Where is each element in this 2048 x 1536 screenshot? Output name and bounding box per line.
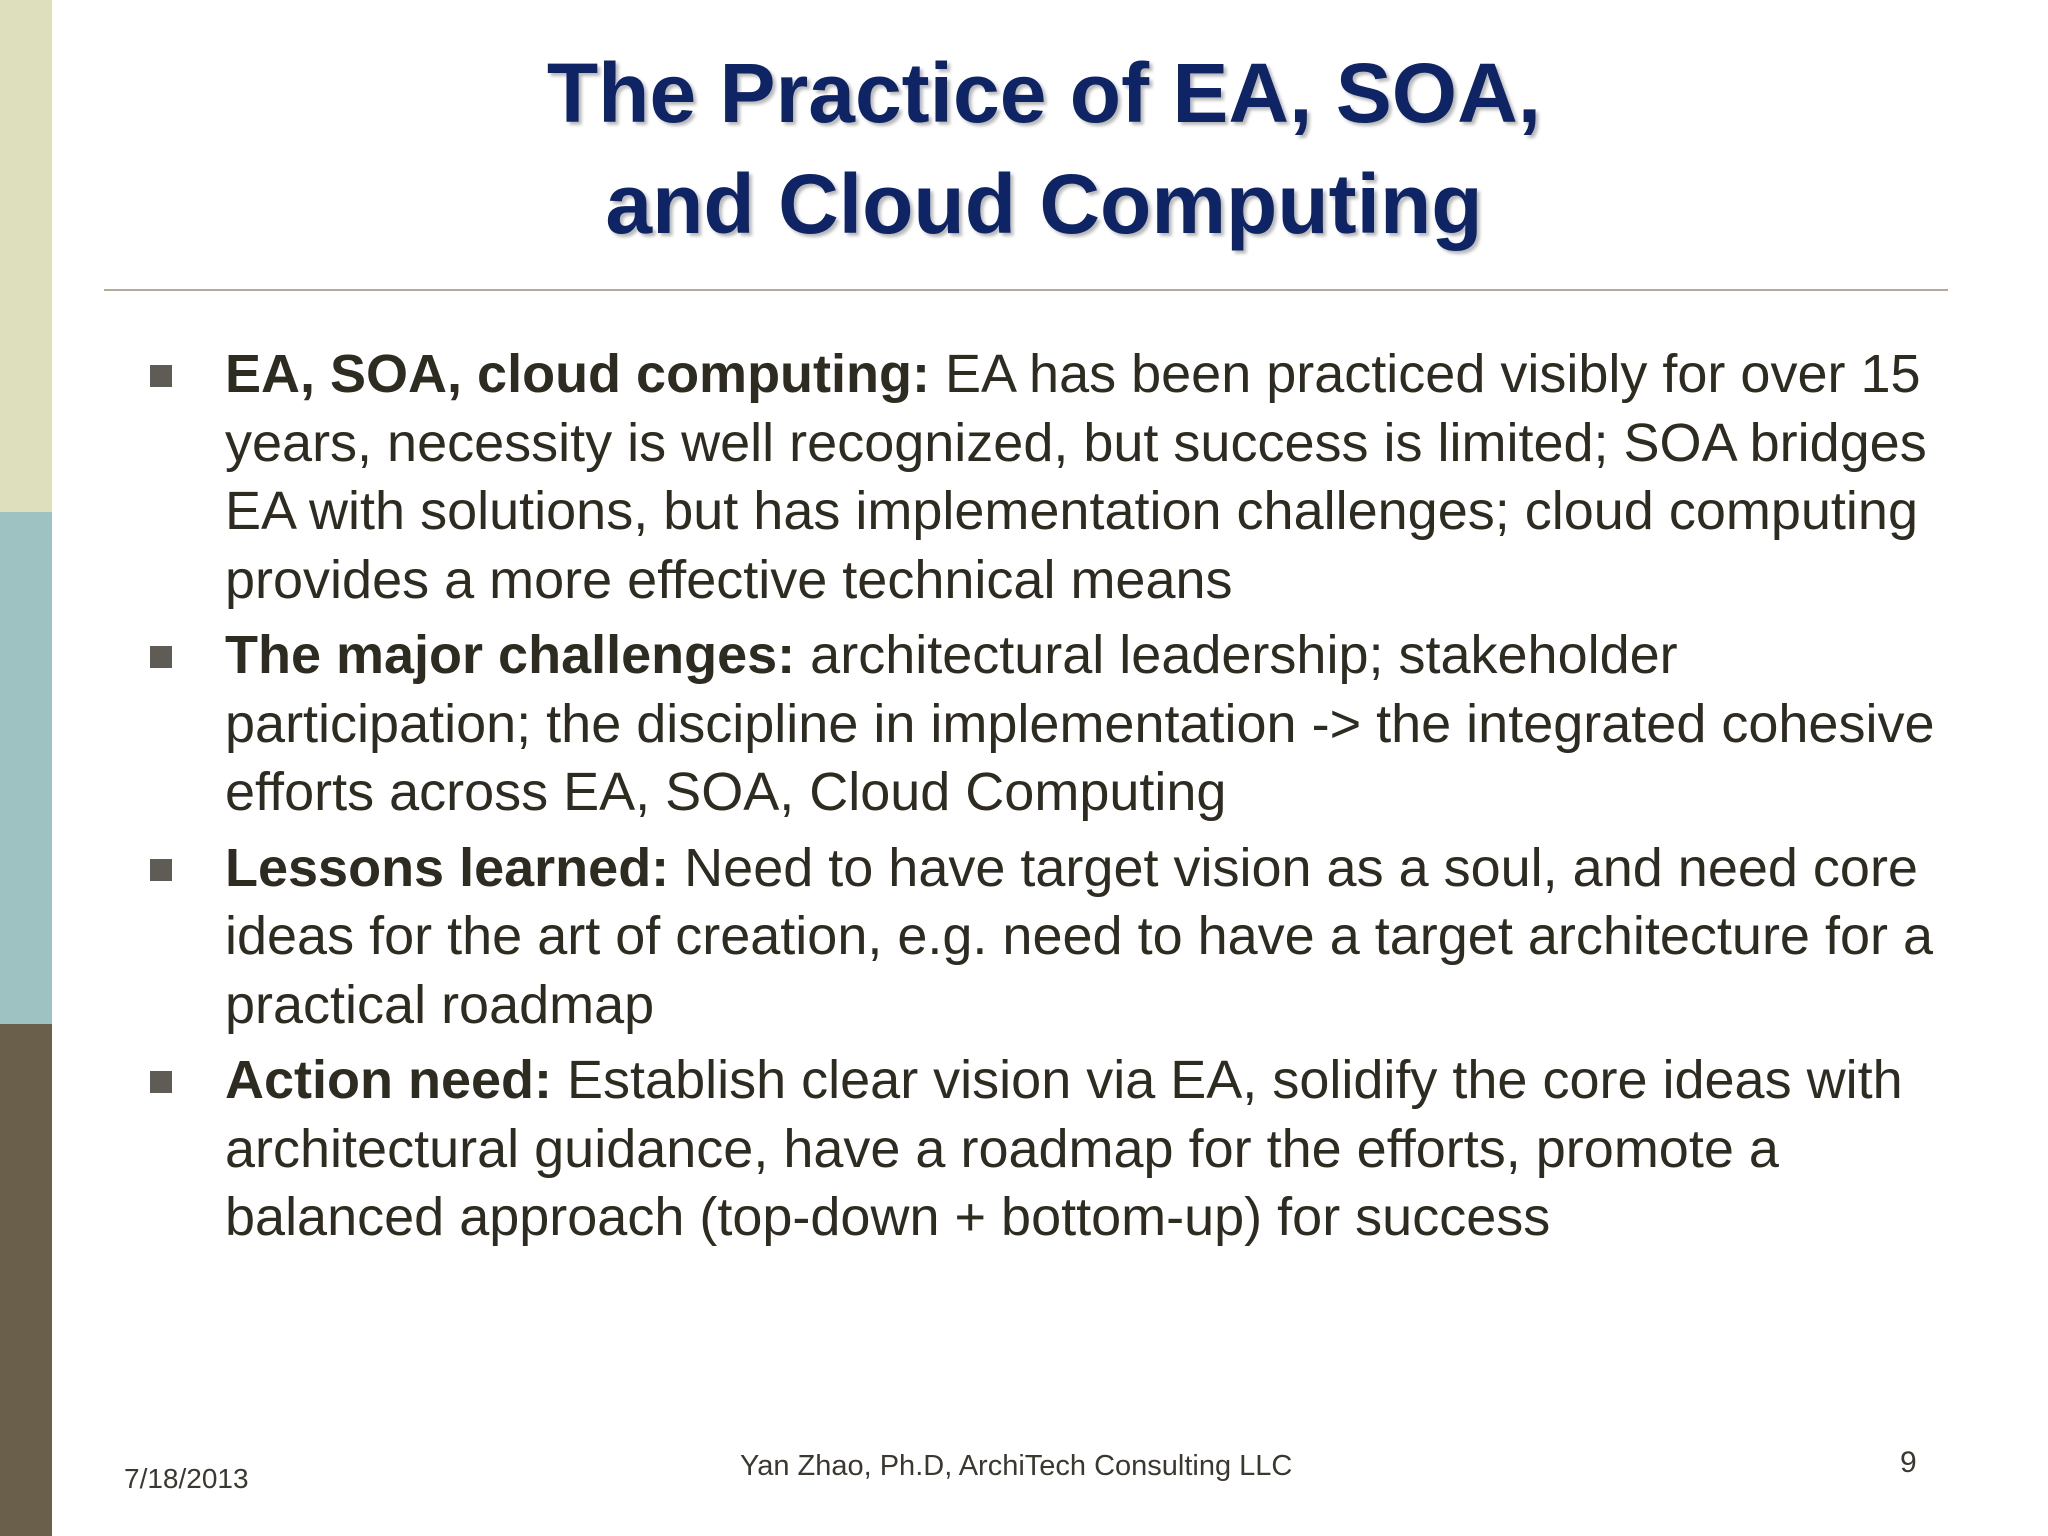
bullet-heading: EA, SOA, cloud computing: [225,344,930,404]
sidebar-accent-top [0,0,52,512]
bullet-text: architectural leadership; stakeholder participation; the discipline in implementation -> the integrated cohesive efforts across EA, SOA, Cloud Computing [225,625,1935,822]
bullet-item [148,1046,1968,1252]
square-bullet-icon [150,859,172,881]
slide-title-line-2: and Cloud Computing [605,157,1483,251]
page-number: 9 [1900,1446,1917,1479]
bullet-heading: Action need: [225,1050,553,1110]
square-bullet-icon [150,1071,172,1093]
bullet-text: Establish clear vision via EA, solidify the core ideas with architectural guidance, have a roadmap for the efforts, promote a balanced approach (top-down + bottom-up) for success [225,1050,1903,1247]
bullet-item [148,834,1968,1040]
title-divider [104,289,1948,291]
slide-title-line-1: The Practice of EA, SOA, [546,46,1542,140]
square-bullet-icon [150,365,172,387]
sidebar-accent-bottom [0,1024,52,1536]
bullet-heading: The major challenges: [225,625,796,685]
bullet-list [148,340,1968,1259]
bullet-text: EA has been practiced visibly for over 15 years, necessity is well recognized, but success is limited; SOA bridges EA with solutions, but has implementation challenges; cloud computing provides a more effective technical means [225,344,1927,610]
bullet-heading: Lessons learned: [225,837,670,898]
bullet-item [148,621,1968,827]
footer-date: 7/18/2013 [124,1463,249,1494]
footer-author: Yan Zhao, Ph.D, ArchiTech Consulting LLC [740,1450,1293,1482]
slide-title [104,38,1984,260]
bullet-item [148,340,1968,614]
square-bullet-icon [150,646,172,668]
sidebar-accent-middle [0,512,52,1024]
bullet-text: Need to have target vision as a soul, and need core ideas for the art of creation, e.g. need to have a target architecture for a practical roadmap [225,837,1934,1035]
